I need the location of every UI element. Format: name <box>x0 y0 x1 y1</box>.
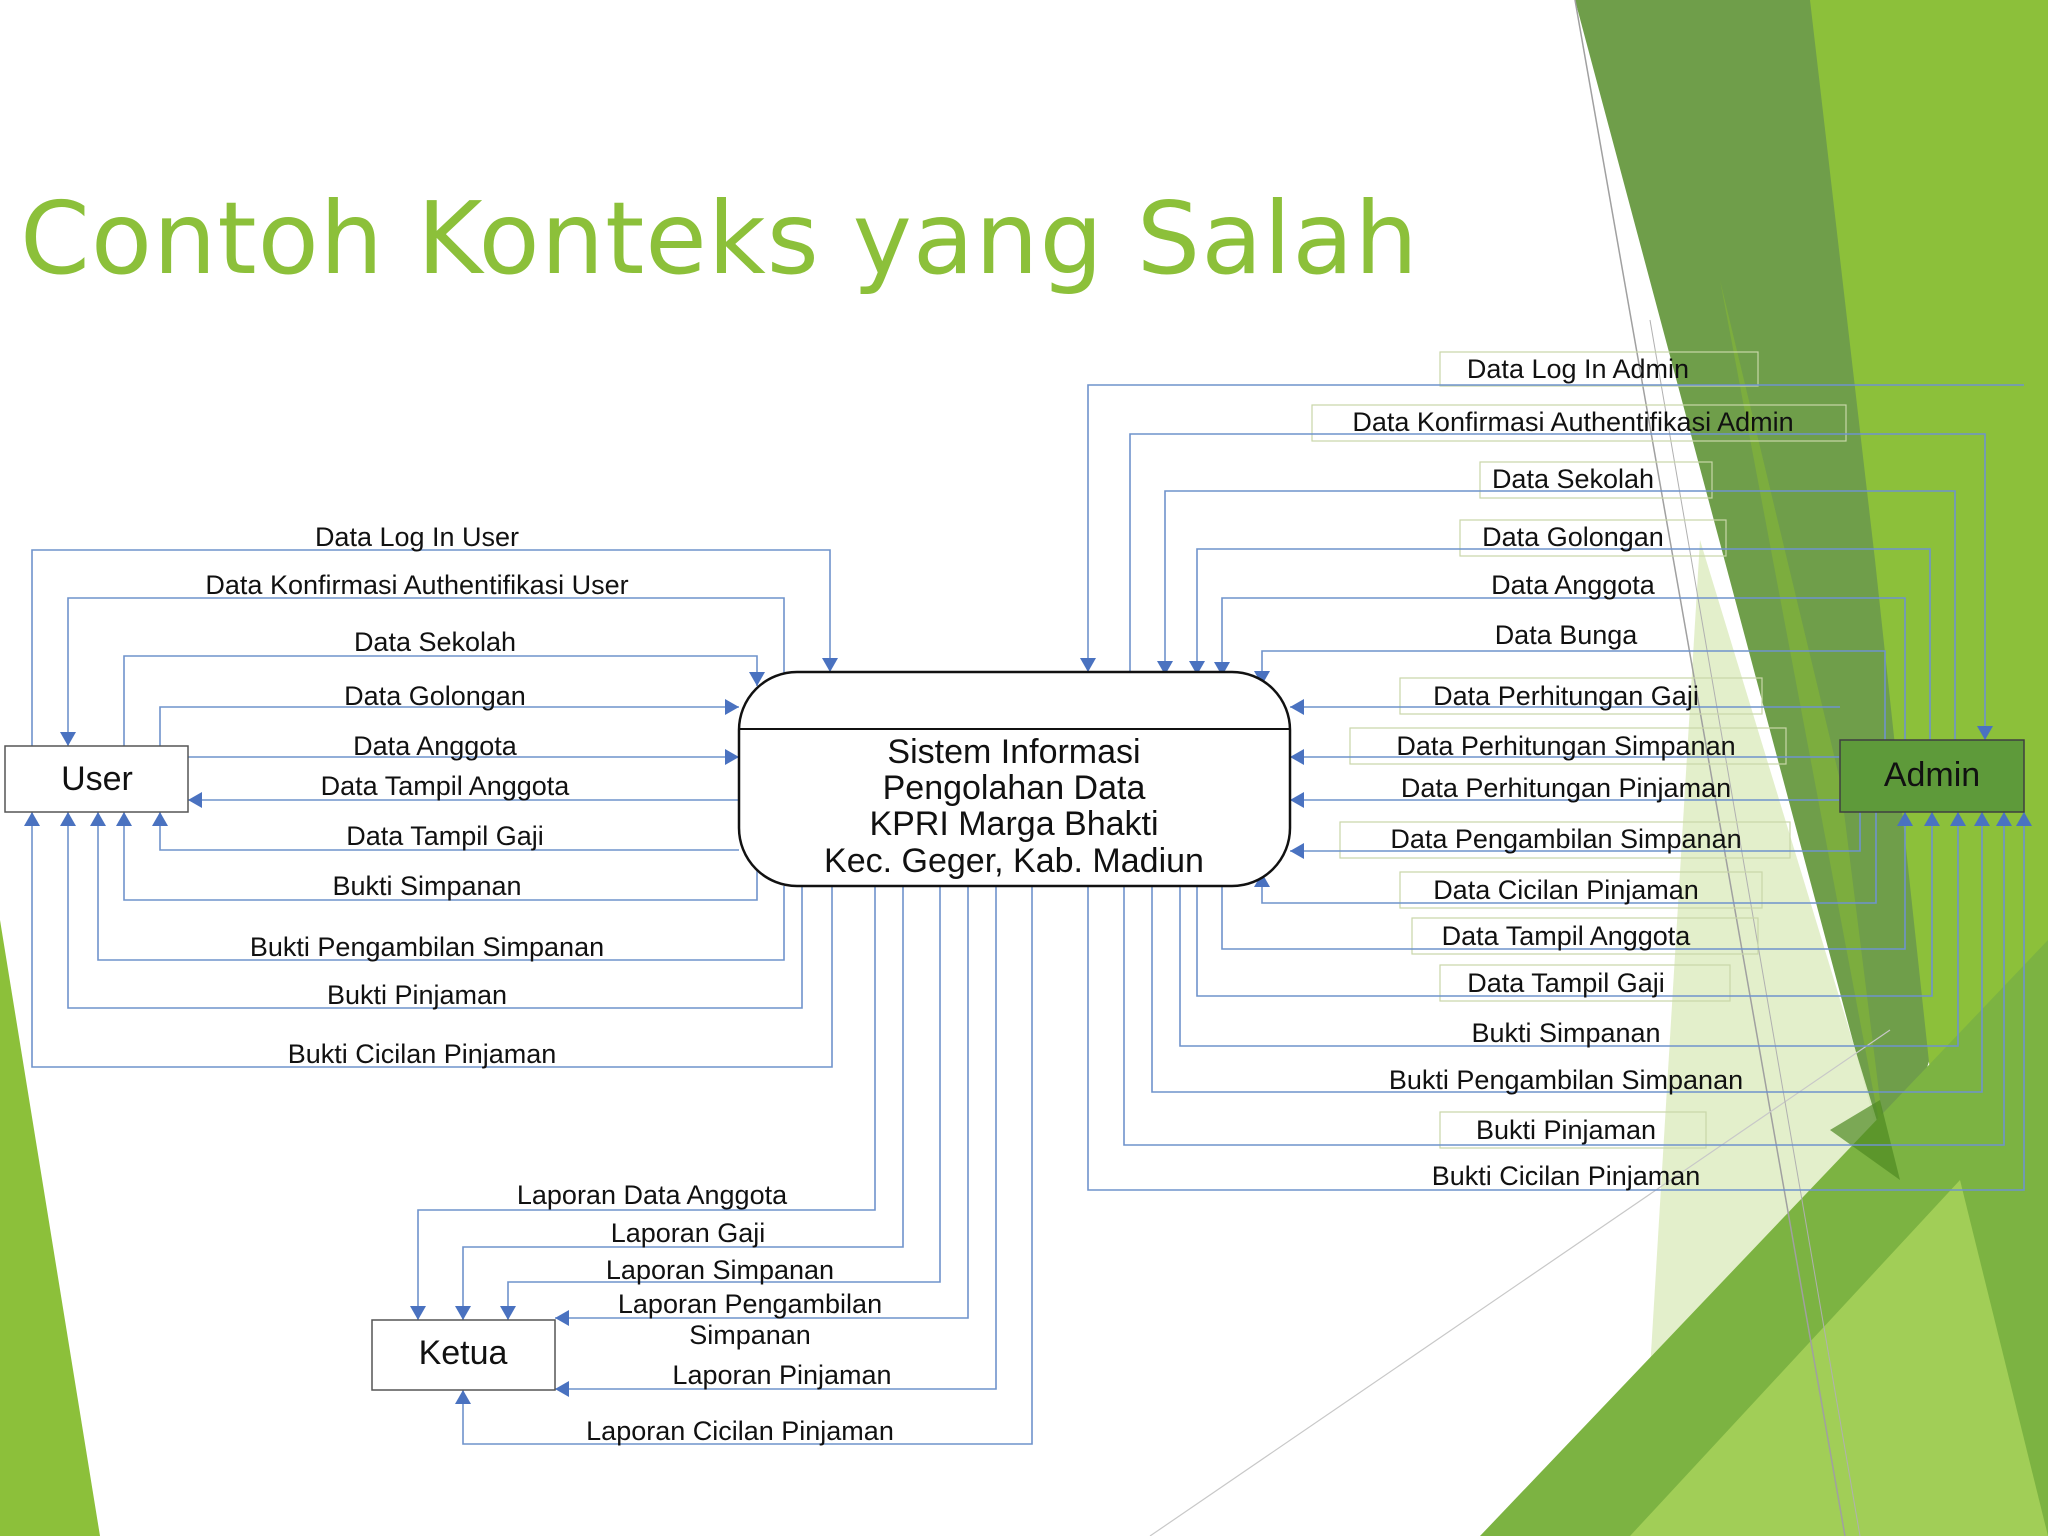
user-flow-1-arrowhead <box>822 658 838 672</box>
admin-flow-10-label: Data Pengambilan Simpanan <box>1390 824 1742 854</box>
user-flow-2-label: Data Konfirmasi Authentifikasi User <box>205 570 629 600</box>
user-flow-6-arrowhead <box>188 792 202 808</box>
slide-title: Contoh Konteks yang Salah <box>20 180 1419 297</box>
user-flow-4-arrowhead <box>725 699 739 715</box>
entity-user <box>5 746 188 812</box>
admin-flow-17-arrowhead <box>2016 812 2032 826</box>
user-flow-7-label: Data Tampil Gaji <box>346 821 544 851</box>
ketua-flow-6-label: Laporan Cicilan Pinjaman <box>586 1416 894 1446</box>
user-flow-5-arrowhead <box>725 749 739 765</box>
process-line-4: Kec. Geger, Kab. Madiun <box>824 842 1204 880</box>
admin-flow-14-arrowhead <box>1950 812 1966 826</box>
admin-flow-5-label: Data Anggota <box>1491 570 1655 600</box>
central-process <box>739 672 1290 886</box>
ketua-flow-5-label: Laporan Pinjaman <box>672 1360 892 1390</box>
admin-flow-15-arrowhead <box>1974 812 1990 826</box>
admin-flow-9-arrowhead <box>1290 792 1304 808</box>
admin-flow-1-label: Data Log In Admin <box>1466 354 1690 384</box>
data-flows <box>24 352 2032 1446</box>
ketua-flow-3-arrowhead <box>500 1306 516 1320</box>
admin-flow-7-label: Data Perhitungan Gaji <box>1433 681 1699 711</box>
user-flow-6-label: Data Tampil Anggota <box>320 771 570 801</box>
ketua-flow-2-arrowhead <box>455 1306 471 1320</box>
ketua-flow-1-arrowhead <box>410 1306 426 1320</box>
admin-flow-7-arrowhead <box>1290 699 1304 715</box>
user-flow-9-label: Bukti Pengambilan Simpanan <box>249 932 605 962</box>
ketua-flow-6-arrowhead <box>455 1390 471 1404</box>
ketua-flow-4-label-line-2: Simpanan <box>689 1320 811 1350</box>
admin-flow-17-label: Bukti Cicilan Pinjaman <box>1431 1161 1701 1191</box>
ketua-flow-4-arrowhead <box>555 1310 569 1326</box>
admin-flow-6-label: Data Bunga <box>1494 620 1638 650</box>
user-flow-7-arrowhead <box>152 812 168 826</box>
admin-flow-3-label: Data Sekolah <box>1491 464 1655 494</box>
user-flow-8-label: Bukti Simpanan <box>332 871 522 901</box>
admin-flow-16-arrowhead <box>1996 812 2012 826</box>
process-line-1: Sistem Informasi <box>887 733 1141 771</box>
admin-flow-4-label: Data Golongan <box>1482 522 1664 552</box>
ketua-flow-1-label: Laporan Data Anggota <box>516 1180 788 1210</box>
admin-flow-8-arrowhead <box>1290 749 1304 765</box>
ketua-flow-4-line <box>555 886 968 1318</box>
user-flow-8-arrowhead <box>116 812 132 826</box>
entity-ketua <box>372 1320 555 1390</box>
admin-flow-14-label: Bukti Simpanan <box>1471 1018 1661 1048</box>
ketua-flow-2-label: Laporan Gaji <box>610 1218 766 1248</box>
admin-flow-10-arrowhead <box>1290 843 1304 859</box>
ketua-flow-3-label: Laporan Simpanan <box>605 1255 835 1285</box>
admin-flow-2-arrowhead <box>1977 726 1993 740</box>
user-flow-3-label: Data Sekolah <box>353 627 517 657</box>
user-flow-11-arrowhead <box>24 812 40 826</box>
user-flow-11-label: Bukti Cicilan Pinjaman <box>287 1039 557 1069</box>
ketua-flow-4-label: Laporan Pengambilan <box>617 1289 883 1319</box>
user-flow-10-label: Bukti Pinjaman <box>326 980 508 1010</box>
admin-flow-11-label: Data Cicilan Pinjaman <box>1433 875 1699 905</box>
admin-label: Admin <box>1883 756 1981 794</box>
user-flow-10-arrowhead <box>60 812 76 826</box>
user-label: User <box>61 760 133 798</box>
admin-flow-12-label: Data Tampil Anggota <box>1441 921 1691 951</box>
admin-flow-12-arrowhead <box>1897 812 1913 826</box>
admin-flow-8-label: Data Perhitungan Simpanan <box>1396 731 1736 761</box>
process-line-2: Pengolahan Data <box>882 769 1146 807</box>
admin-flow-1-arrowhead <box>1080 658 1096 672</box>
user-flow-4-label: Data Golongan <box>344 681 526 711</box>
user-flow-2-line <box>68 598 784 746</box>
user-flow-2-arrowhead <box>60 732 76 746</box>
admin-flow-13-arrowhead <box>1924 812 1940 826</box>
ketua-label: Ketua <box>418 1334 508 1372</box>
user-flow-9-arrowhead <box>90 812 106 826</box>
process-line-3: KPRI Marga Bhakti <box>869 805 1159 843</box>
admin-flow-16-label: Bukti Pinjaman <box>1475 1115 1657 1145</box>
admin-flow-15-label: Bukti Pengambilan Simpanan <box>1388 1065 1744 1095</box>
admin-flow-2-label: Data Konfirmasi Authentifikasi Admin <box>1352 407 1794 437</box>
entity-admin <box>1840 740 2024 812</box>
admin-flow-13-label: Data Tampil Gaji <box>1467 968 1665 998</box>
user-flow-1-label: Data Log In User <box>314 522 520 552</box>
user-flow-5-label: Data Anggota <box>353 731 517 761</box>
admin-flow-9-label: Data Perhitungan Pinjaman <box>1400 773 1732 803</box>
ketua-flow-5-arrowhead <box>555 1381 569 1397</box>
